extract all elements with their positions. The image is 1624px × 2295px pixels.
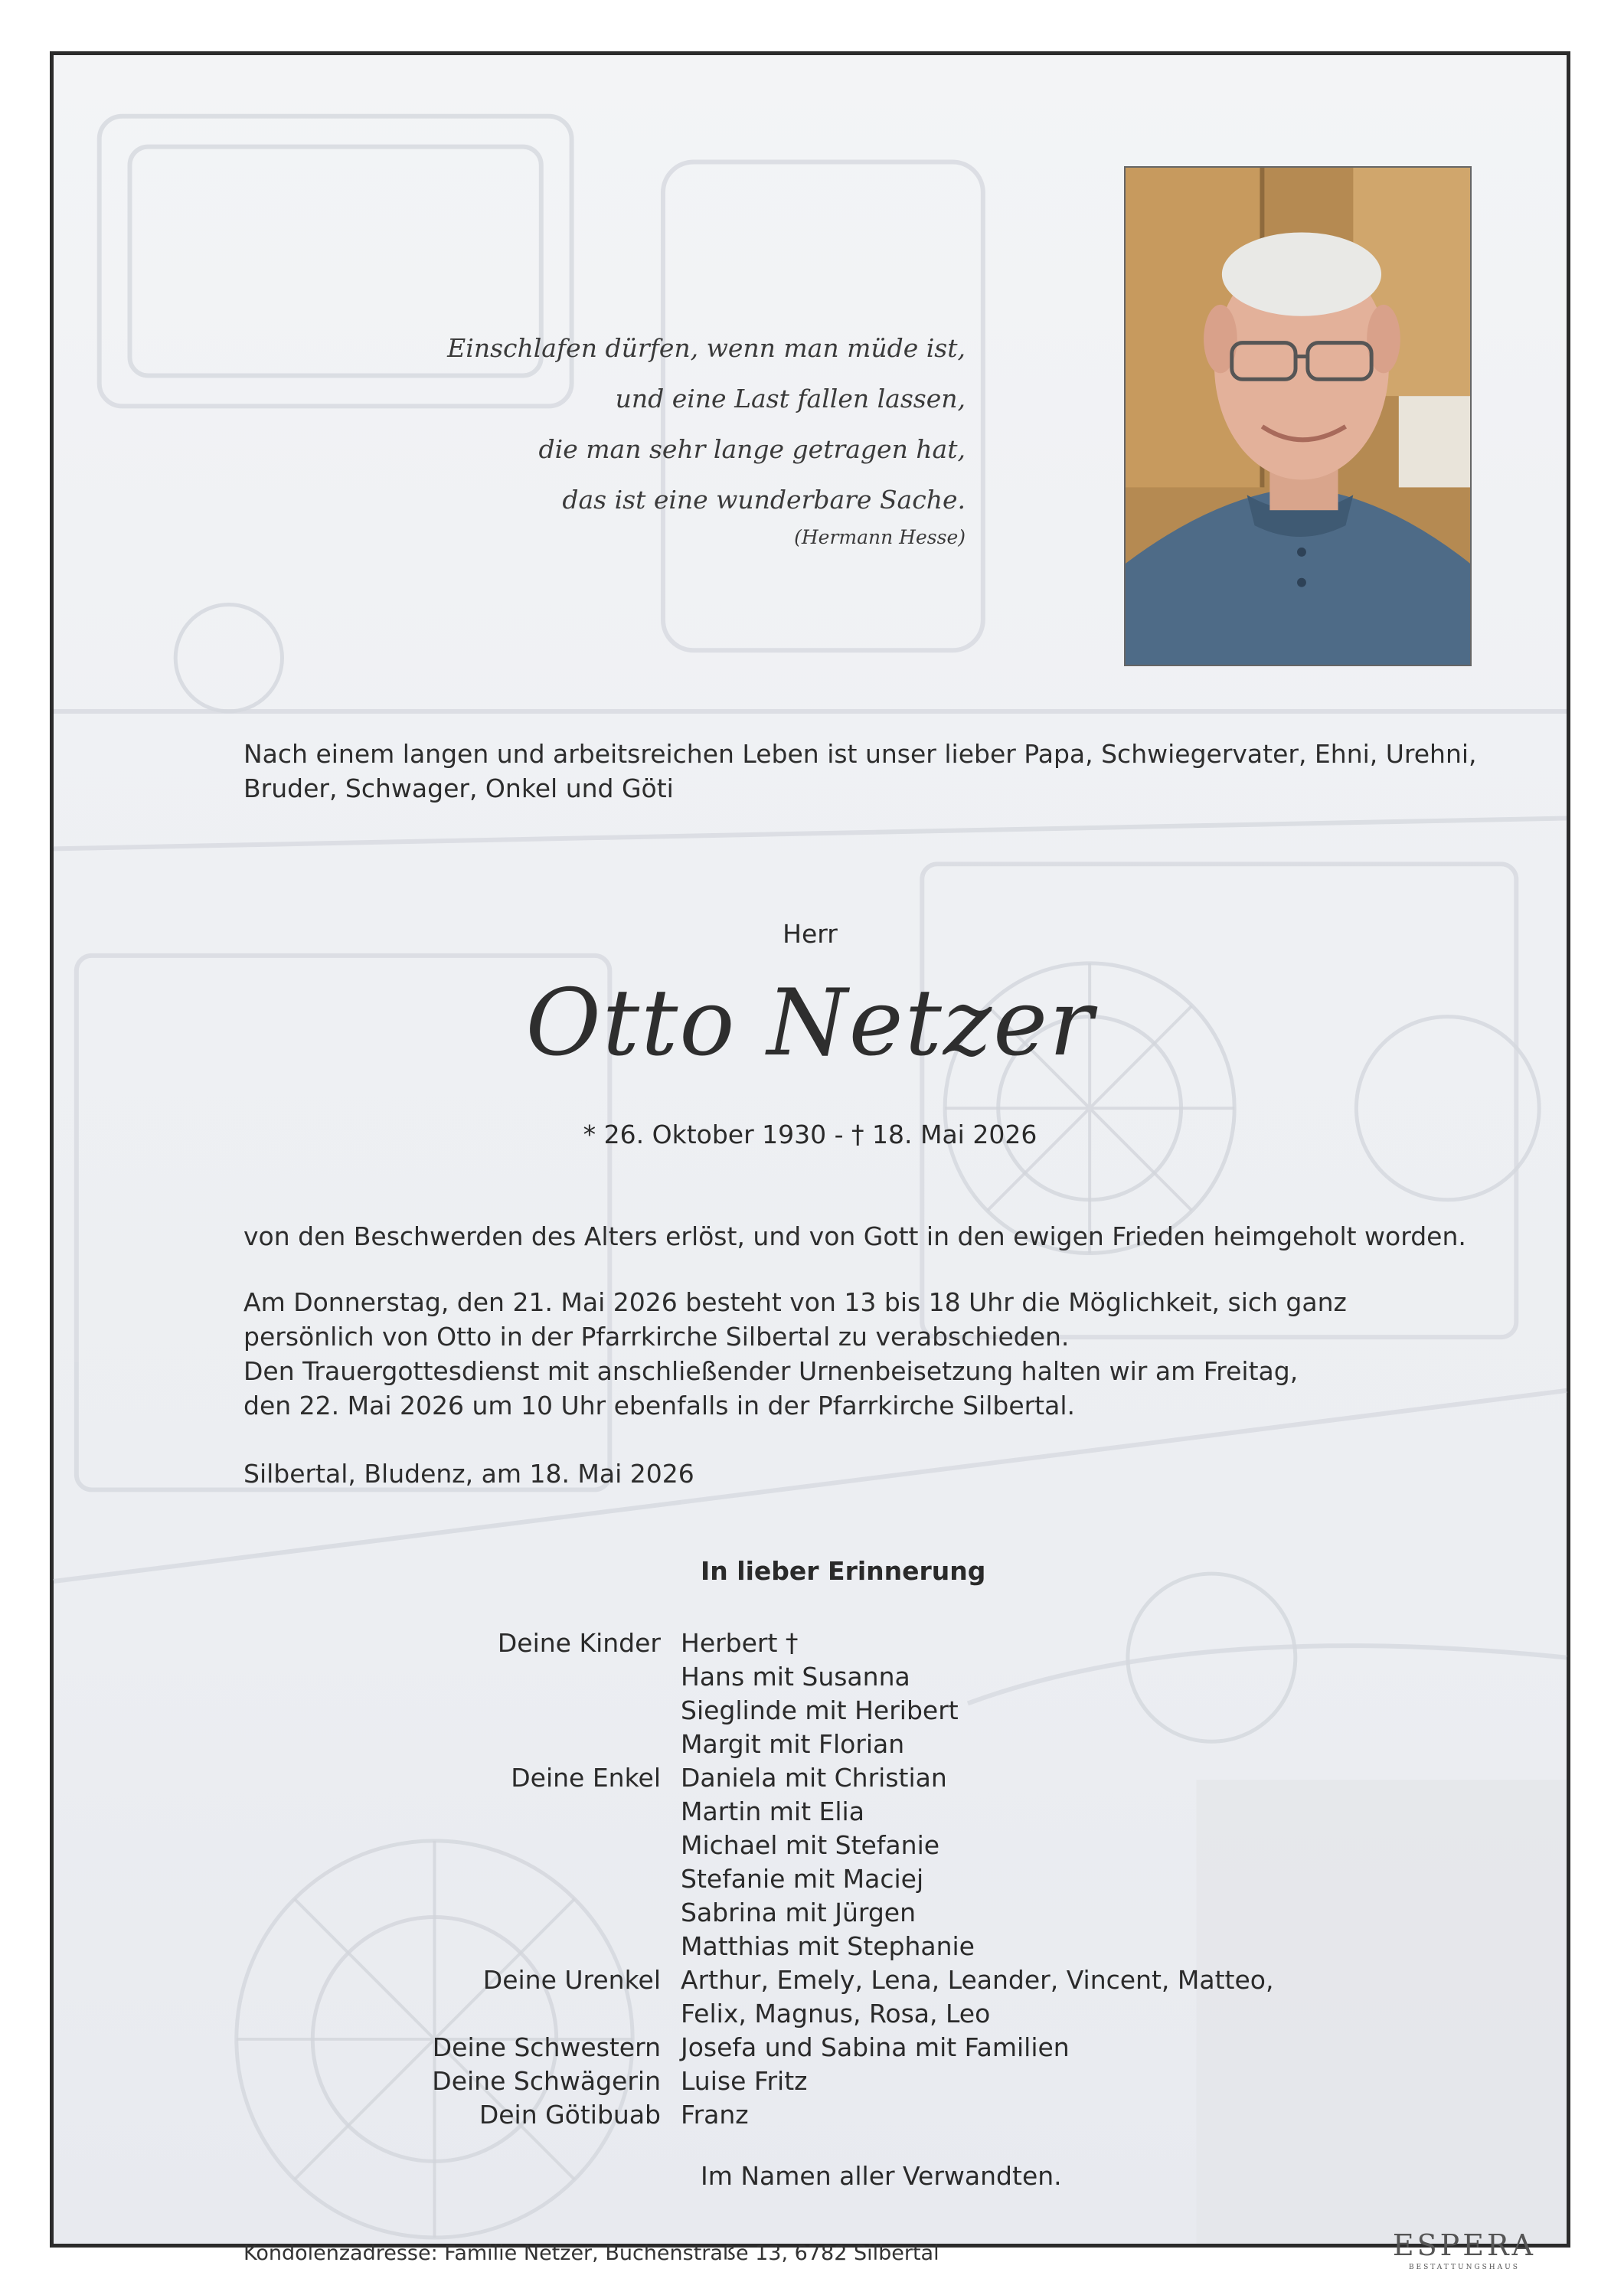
service-line: Den Trauergottesdienst mit anschließender Urnenbeisetzung halten wir am Freitag,: [243, 1356, 1299, 1386]
family-value: Felix, Magnus, Rosa, Leo: [681, 1999, 991, 2029]
family-row: [54, 1963, 1567, 1997]
quote-line: Einschlafen dürfen, wenn man müde ist,: [447, 333, 966, 363]
service-line: Am Donnerstag, den 21. Mai 2026 besteht von 13 bis 18 Uhr die Möglichkeit, sich ganz: [243, 1287, 1347, 1317]
intro-text: Nach einem langen und arbeitsreichen Leben ist unser lieber Papa, Schwiegervater, Ehni, Urehni, Bruder, Schwager, Onkel und Göti: [243, 739, 1477, 803]
family-value: Sieglinde mit Heribert: [681, 1695, 959, 1725]
quote-line: das ist eine wunderbare Sache.: [562, 485, 966, 515]
family-label: [54, 1829, 681, 1862]
deceased-name: Otto Netzer: [525, 970, 1095, 1077]
family-value: Matthias mit Stephanie: [681, 1931, 975, 1961]
family-label: [54, 1862, 681, 1896]
family-row: [54, 1862, 1567, 1896]
logo-subtitle: BESTATTUNGSHAUS: [1408, 2264, 1520, 2271]
family-row: [54, 1660, 1567, 1694]
family-label: Deine Schwägerin: [432, 2066, 661, 2096]
family-row: [54, 1829, 1567, 1862]
family-value: Hans mit Susanna: [681, 1662, 910, 1692]
family-value: Herbert †: [681, 1628, 799, 1658]
family-label: Deine Schwestern: [432, 2032, 661, 2062]
family-label: Deine Kinder: [497, 1628, 661, 1658]
service-line: persönlich von Otto in der Pfarrkirche Silbertal zu verabschieden.: [243, 1322, 1070, 1352]
family-value: Daniela mit Christian: [681, 1763, 947, 1793]
family-row: [54, 1694, 1567, 1728]
family-value: Sabrina mit Jürgen: [681, 1898, 917, 1927]
logo-name: ESPERA: [1392, 2228, 1536, 2262]
family-value: Martin mit Elia: [681, 1796, 864, 1826]
family-label: [54, 1930, 681, 1963]
family-row: [54, 1728, 1567, 1761]
family-label: [54, 1694, 681, 1728]
family-label: Deine Urenkel: [482, 1965, 661, 1995]
family-row: [54, 2098, 1567, 2132]
family-row: [54, 2031, 1567, 2065]
family-value: Luise Fritz: [681, 2066, 808, 2096]
family-label: [54, 1660, 681, 1694]
family-value: Franz: [681, 2100, 749, 2130]
quote-line: die man sehr lange getragen hat,: [538, 434, 966, 464]
family-row: [54, 1930, 1567, 1963]
family-label: Dein Götibuab: [479, 2100, 661, 2130]
family-label: [54, 1997, 681, 2031]
salutation: Herr: [783, 919, 838, 949]
family-list: [54, 1626, 1567, 2132]
service-details: [243, 1285, 1347, 1423]
family-row: [54, 1896, 1567, 1930]
family-label: [54, 1896, 681, 1930]
family-value: Margit mit Florian: [681, 1729, 905, 1759]
family-row: [54, 1626, 1567, 1660]
family-row: [54, 1997, 1567, 2031]
family-label: [54, 1795, 681, 1829]
quote-author: (Hermann Hesse): [794, 526, 966, 548]
closing-text: Im Namen aller Verwandten.: [701, 2161, 1062, 2191]
family-label: [54, 1728, 681, 1761]
memory-heading: In lieber Erinnerung: [701, 1556, 986, 1586]
family-value: Josefa und Sabina mit Familien: [681, 2032, 1070, 2062]
service-line: den 22. Mai 2026 um 10 Uhr ebenfalls in der Pfarrkirche Silbertal.: [243, 1391, 1076, 1420]
family-value: Stefanie mit Maciej: [681, 1864, 924, 1894]
family-label: Deine Enkel: [511, 1763, 661, 1793]
family-row: [54, 1761, 1567, 1795]
quote-block: [447, 323, 966, 553]
life-dates: * 26. Oktober 1930 - † 18. Mai 2026: [583, 1120, 1037, 1149]
release-text: von den Beschwerden des Alters erlöst, und von Gott in den ewigen Frieden heimgeholt worden.: [243, 1221, 1466, 1251]
family-value: Michael mit Stefanie: [681, 1830, 940, 1860]
family-value: Arthur, Emely, Lena, Leander, Vincent, Matteo,: [681, 1965, 1274, 1995]
family-row: [54, 1795, 1567, 1829]
funeral-home-logo: [1393, 2228, 1536, 2271]
obituary-sheet: [50, 51, 1570, 2271]
family-row: [54, 2065, 1567, 2098]
place-date: Silbertal, Bludenz, am 18. Mai 2026: [243, 1459, 694, 1489]
quote-line: und eine Last fallen lassen,: [615, 384, 966, 414]
condolence-address: Kondolenzadresse: Familie Netzer, Buchenstraße 13, 6782 Silbertal: [243, 2241, 939, 2265]
portrait-photo: [1124, 166, 1472, 666]
